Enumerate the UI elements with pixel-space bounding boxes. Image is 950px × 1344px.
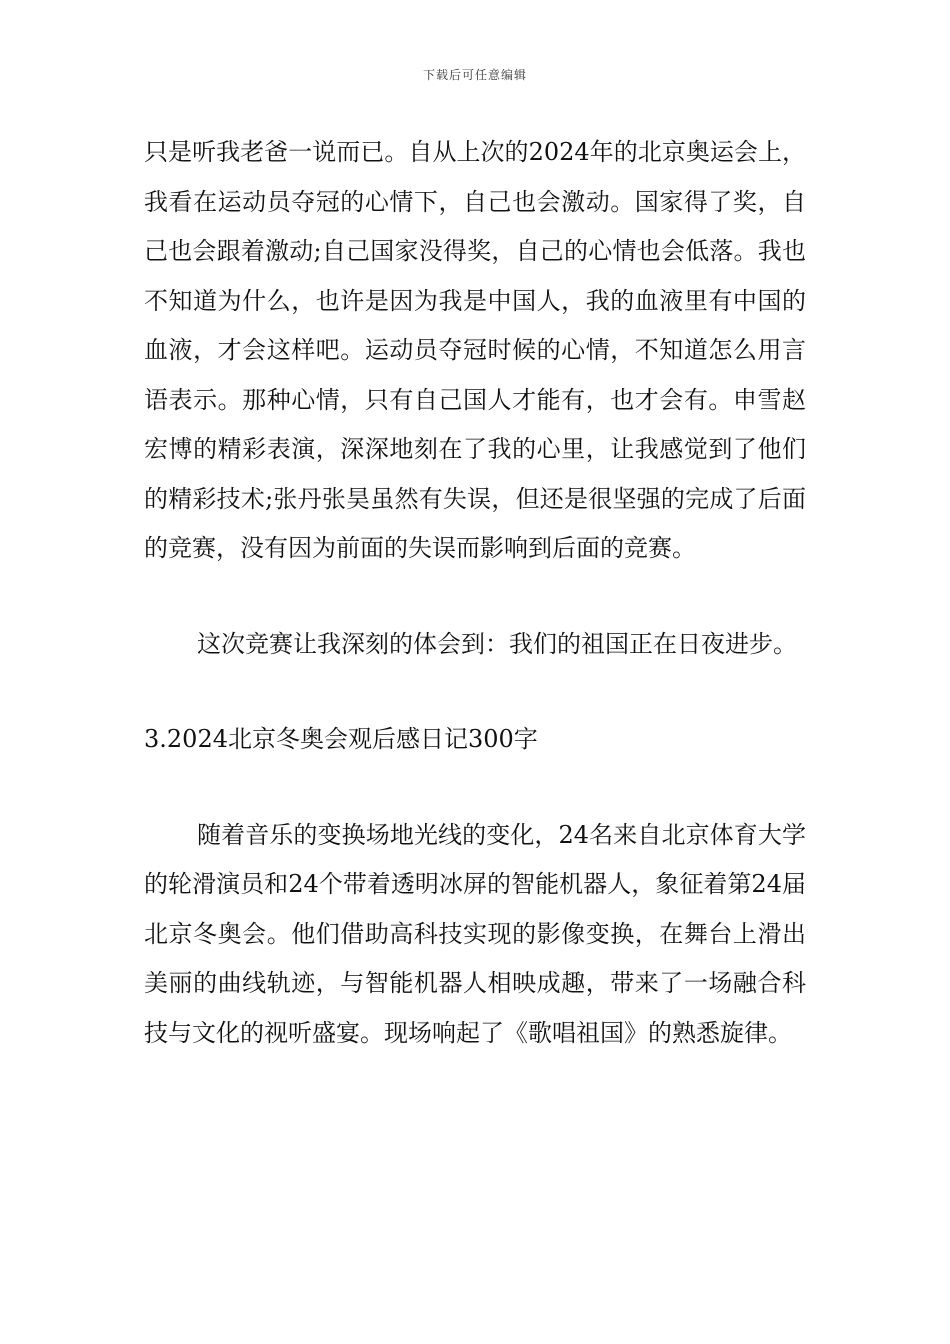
section-heading-3: 3.2024北京冬奥会观后感日记300字 (144, 725, 538, 753)
body-paragraph-1: 只是听我老爸一说而已。自从上次的2024年的北京奥运会上，我看在运动员夺冠的心情下，自己也会激动。国家得了奖，自己也会跟着激动;自己国家没得奖，自己的心情也会低落。我也不知道为什么，也许是因为我是中国人，我的血液里有中国的血液，才会这样吧。运动员夺冠时候的心情，不知道怎么用言语表示。那种心情，只有自己国人才能有，也才会有。申雪赵宏博的精彩表演，深深地刻在了我的心里，让我感觉到了他们的精彩技术;张丹张昊虽然有失误，但还是很坚强的完成了后面的竞赛，没有因为前面的失误而影响到后面的竞赛。 (144, 138, 806, 562)
body-paragraph-3: 随着音乐的变换场地光线的变化，24名来自北京体育大学的轮滑演员和24个带着透明冰屏的智能机器人，象征着第24届北京冬奥会。他们借助高科技实现的影像变换，在舞台上滑出美丽的曲线轨迹，与智能机器人相映成趣，带来了一场融合科技与文化的视听盛宴。现场响起了《歌唱祖国》的熟悉旋律。 (144, 820, 806, 1047)
document-body (144, 128, 806, 1058)
body-paragraph-2: 这次竞赛让我深刻的体会到：我们的祖国正在日夜进步。 (197, 629, 797, 658)
page-header-note: 下载后可任意编辑 (422, 68, 527, 82)
